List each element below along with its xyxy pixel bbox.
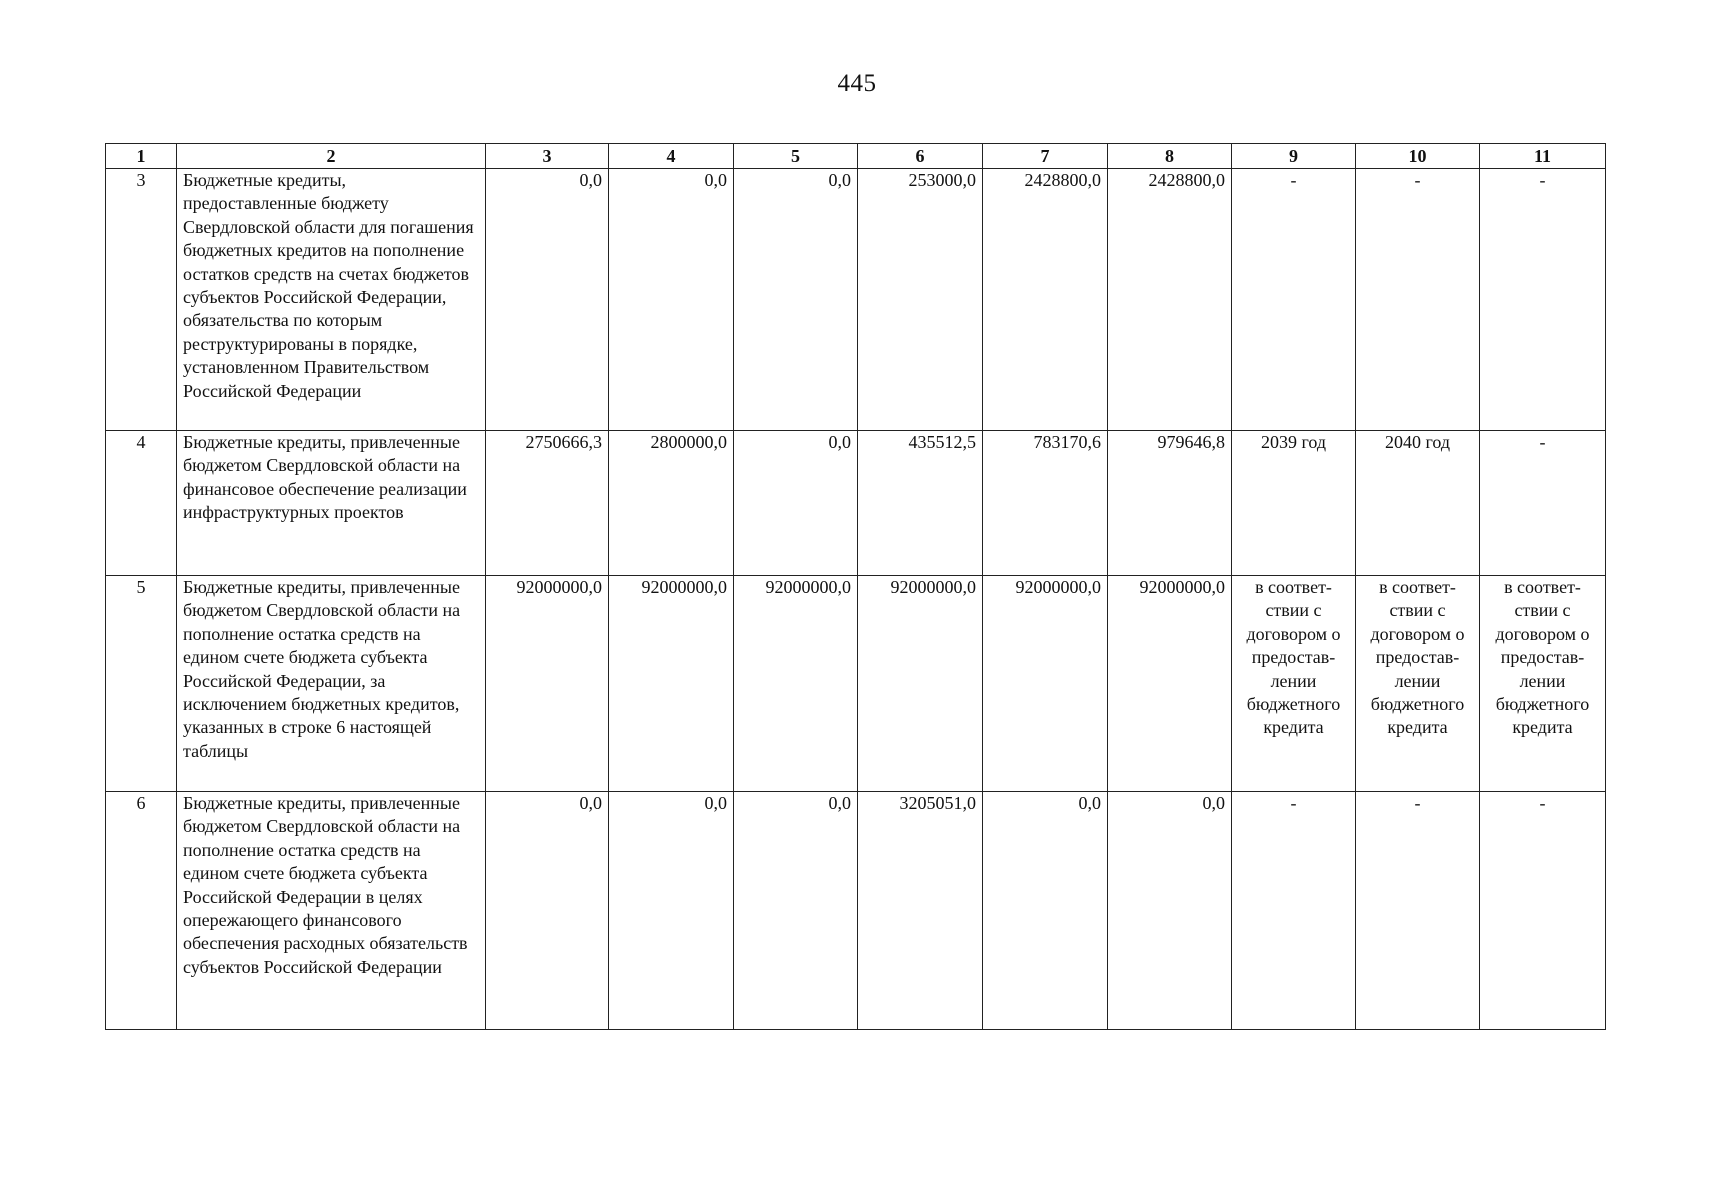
value-cell: 0,0: [734, 431, 858, 576]
note-cell: -: [1480, 792, 1606, 1030]
value-cell: 0,0: [609, 792, 734, 1030]
value-cell: 2428800,0: [983, 169, 1108, 431]
page-number: 445: [837, 70, 877, 97]
value-cell: 0,0: [983, 792, 1108, 1030]
note-cell: в соответ-ствии с договором о предостав-лении бюджетного кредита: [1232, 576, 1356, 792]
value-cell: 0,0: [609, 169, 734, 431]
table-row: [106, 169, 1606, 431]
row-number: 4: [106, 431, 177, 576]
value-cell: 253000,0: [858, 169, 983, 431]
column-header: 7: [983, 144, 1108, 169]
note-cell: -: [1356, 169, 1480, 431]
value-cell: 435512,5: [858, 431, 983, 576]
column-header: 4: [609, 144, 734, 169]
column-header: 9: [1232, 144, 1356, 169]
value-cell: 2428800,0: [1108, 169, 1232, 431]
note-cell: 2039 год: [1232, 431, 1356, 576]
value-cell: 783170,6: [983, 431, 1108, 576]
table-row: [106, 576, 1606, 792]
value-cell: 3205051,0: [858, 792, 983, 1030]
table-row: [106, 792, 1606, 1030]
column-header: 3: [486, 144, 609, 169]
value-cell: 0,0: [486, 792, 609, 1030]
value-cell: 2750666,3: [486, 431, 609, 576]
note-cell: -: [1232, 169, 1356, 431]
row-number: 5: [106, 576, 177, 792]
value-cell: 92000000,0: [734, 576, 858, 792]
note-cell: 2040 год: [1356, 431, 1480, 576]
value-cell: 92000000,0: [609, 576, 734, 792]
value-cell: 0,0: [1108, 792, 1232, 1030]
value-cell: 92000000,0: [983, 576, 1108, 792]
note-cell: в соответ-ствии с договором о предостав-лении бюджетного кредита: [1356, 576, 1480, 792]
column-header: 1: [106, 144, 177, 169]
column-header: 10: [1356, 144, 1480, 169]
note-cell: -: [1480, 431, 1606, 576]
note-cell: -: [1356, 792, 1480, 1030]
column-header: 5: [734, 144, 858, 169]
budget-credits-table: [105, 143, 1606, 1030]
note-cell: в соответ-ствии с договором о предостав-лении бюджетного кредита: [1480, 576, 1606, 792]
column-header: 6: [858, 144, 983, 169]
row-description: Бюджетные кредиты, привлеченные бюджетом Свердловской области на финансовое обеспечение реализации инфраструктурных проектов: [177, 431, 486, 576]
value-cell: 0,0: [734, 169, 858, 431]
column-header: 8: [1108, 144, 1232, 169]
value-cell: 0,0: [486, 169, 609, 431]
value-cell: 92000000,0: [1108, 576, 1232, 792]
table-row: [106, 431, 1606, 576]
value-cell: 92000000,0: [486, 576, 609, 792]
column-header: 2: [177, 144, 486, 169]
column-header: 11: [1480, 144, 1606, 169]
note-cell: -: [1232, 792, 1356, 1030]
value-cell: 2800000,0: [609, 431, 734, 576]
row-description: Бюджетные кредиты, привлеченные бюджетом Свердловской области на пополнение остатка средств на едином счете бюджета субъекта Российской Федерации, за исключением бюджетных кредитов, указанных в строке 6 настоящей таблицы: [177, 576, 486, 792]
note-cell: -: [1480, 169, 1606, 431]
value-cell: 92000000,0: [858, 576, 983, 792]
row-number: 6: [106, 792, 177, 1030]
row-description: Бюджетные кредиты, предоставленные бюджету Свердловской области для погашения бюджетных кредитов на пополнение остатков средств на счетах бюджетов субъектов Российской Федерации, обязательства по которым реструктурированы в порядке, установленном Правительством Российской Федерации: [177, 169, 486, 431]
row-description: Бюджетные кредиты, привлеченные бюджетом Свердловской области на пополнение остатка средств на едином счете бюджета субъекта Российской Федерации в целях опережающего финансового обеспечения расходных обязательств субъектов Российской Федерации: [177, 792, 486, 1030]
header-row: [106, 144, 1606, 169]
value-cell: 0,0: [734, 792, 858, 1030]
value-cell: 979646,8: [1108, 431, 1232, 576]
row-number: 3: [106, 169, 177, 431]
